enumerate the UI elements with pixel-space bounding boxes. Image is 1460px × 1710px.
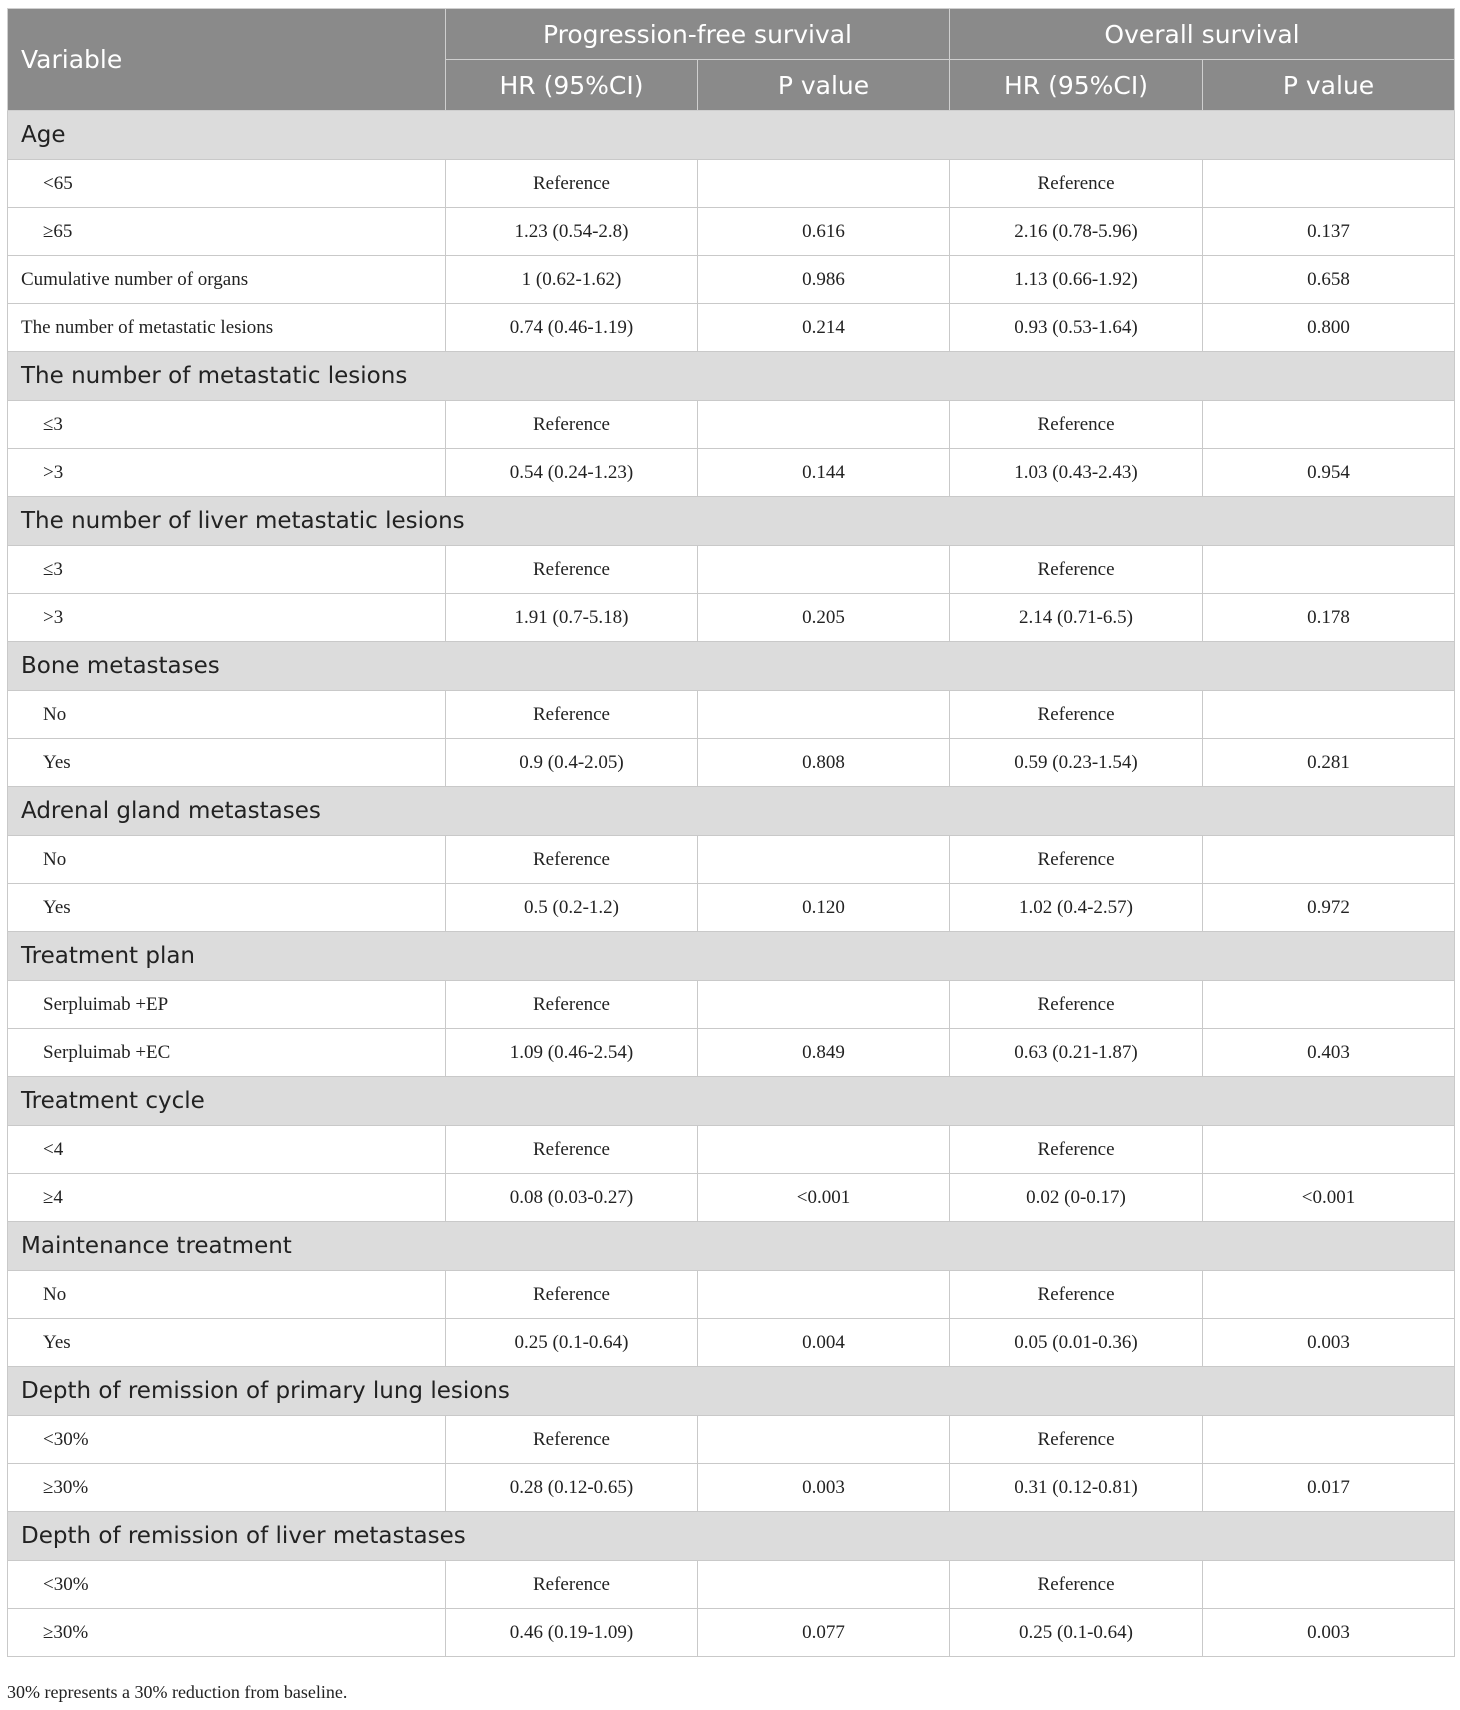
row-label: Yes [8, 739, 446, 787]
os-p-value-cell [1203, 1416, 1455, 1464]
pfs-p-value-cell [698, 1416, 950, 1464]
pfs-hr-cell: Reference [446, 981, 698, 1029]
section-row [8, 352, 1455, 401]
section-row [8, 1512, 1455, 1561]
row-label: No [8, 836, 446, 884]
section-label: Depth of remission of liver metastases [8, 1512, 1455, 1561]
pfs-hr-cell: 0.74 (0.46-1.19) [446, 304, 698, 352]
os-hr-cell: Reference [950, 1126, 1203, 1174]
row-label: <30% [8, 1416, 446, 1464]
section-label: Treatment cycle [8, 1077, 1455, 1126]
hazard-ratio-table [7, 8, 1455, 1657]
pfs-hr-cell: Reference [446, 836, 698, 884]
table-row [8, 256, 1455, 304]
pfs-hr-cell: 1.09 (0.46-2.54) [446, 1029, 698, 1077]
pfs-hr-cell: Reference [446, 160, 698, 208]
table-row [8, 160, 1455, 208]
os-hr-cell: 1.03 (0.43-2.43) [950, 449, 1203, 497]
pfs-p-value-cell [698, 401, 950, 449]
section-label: Adrenal gland metastases [8, 787, 1455, 836]
header-pfs-hr: HR (95%CI) [446, 60, 698, 111]
row-label: ≥30% [8, 1464, 446, 1512]
pfs-p-value-cell: 0.808 [698, 739, 950, 787]
table-row [8, 981, 1455, 1029]
pfs-hr-cell: Reference [446, 691, 698, 739]
pfs-p-value-cell: 0.077 [698, 1609, 950, 1657]
os-p-value-cell [1203, 981, 1455, 1029]
pfs-p-value-cell [698, 546, 950, 594]
header-pfs-p-value: P value [698, 60, 950, 111]
pfs-p-value-cell: 0.144 [698, 449, 950, 497]
pfs-hr-cell: 1.23 (0.54-2.8) [446, 208, 698, 256]
os-hr-cell: 0.05 (0.01-0.36) [950, 1319, 1203, 1367]
os-p-value-cell [1203, 160, 1455, 208]
table-row [8, 208, 1455, 256]
os-p-value-cell: 0.017 [1203, 1464, 1455, 1512]
table-footnote: 30% represents a 30% reduction from baseline. [7, 1682, 348, 1702]
os-hr-cell: 0.63 (0.21-1.87) [950, 1029, 1203, 1077]
table-row [8, 401, 1455, 449]
pfs-p-value-cell: 0.004 [698, 1319, 950, 1367]
pfs-hr-cell: Reference [446, 1561, 698, 1609]
os-p-value-cell: 0.403 [1203, 1029, 1455, 1077]
section-label: Bone metastases [8, 642, 1455, 691]
row-label: ≤3 [8, 401, 446, 449]
table-row [8, 546, 1455, 594]
section-row [8, 1367, 1455, 1416]
pfs-p-value-cell: 0.616 [698, 208, 950, 256]
table-row [8, 1464, 1455, 1512]
pfs-p-value-cell: 0.986 [698, 256, 950, 304]
results-table-container [7, 8, 1454, 1657]
pfs-p-value-cell [698, 836, 950, 884]
section-row [8, 932, 1455, 981]
row-label: >3 [8, 594, 446, 642]
os-p-value-cell: 0.972 [1203, 884, 1455, 932]
os-p-value-cell [1203, 691, 1455, 739]
header-os-p-value: P value [1203, 60, 1455, 111]
os-hr-cell: 0.25 (0.1-0.64) [950, 1609, 1203, 1657]
table-row [8, 304, 1455, 352]
table-row [8, 691, 1455, 739]
section-row [8, 787, 1455, 836]
table-row [8, 1416, 1455, 1464]
os-hr-cell: Reference [950, 1271, 1203, 1319]
table-row [8, 836, 1455, 884]
os-p-value-cell: 0.658 [1203, 256, 1455, 304]
section-row [8, 497, 1455, 546]
pfs-hr-cell: 0.28 (0.12-0.65) [446, 1464, 698, 1512]
os-p-value-cell: 0.003 [1203, 1319, 1455, 1367]
pfs-hr-cell: Reference [446, 1126, 698, 1174]
pfs-hr-cell: Reference [446, 1271, 698, 1319]
table-header [8, 9, 1455, 111]
pfs-hr-cell: 0.46 (0.19-1.09) [446, 1609, 698, 1657]
section-row [8, 642, 1455, 691]
row-label: ≥65 [8, 208, 446, 256]
section-row [8, 111, 1455, 160]
os-hr-cell: 2.16 (0.78-5.96) [950, 208, 1203, 256]
table-row [8, 594, 1455, 642]
os-p-value-cell [1203, 836, 1455, 884]
pfs-hr-cell: 1 (0.62-1.62) [446, 256, 698, 304]
pfs-p-value-cell: 0.214 [698, 304, 950, 352]
row-label: <30% [8, 1561, 446, 1609]
os-hr-cell: 0.31 (0.12-0.81) [950, 1464, 1203, 1512]
table-row [8, 1029, 1455, 1077]
row-label: <4 [8, 1126, 446, 1174]
row-label: No [8, 691, 446, 739]
os-p-value-cell: 0.003 [1203, 1609, 1455, 1657]
os-hr-cell: 2.14 (0.71-6.5) [950, 594, 1203, 642]
os-p-value-cell: <0.001 [1203, 1174, 1455, 1222]
os-hr-cell: 0.59 (0.23-1.54) [950, 739, 1203, 787]
row-label: Serpluimab +EP [8, 981, 446, 1029]
row-label: ≥30% [8, 1609, 446, 1657]
pfs-hr-cell: 0.5 (0.2-1.2) [446, 884, 698, 932]
table-row [8, 1561, 1455, 1609]
section-label: The number of liver metastatic lesions [8, 497, 1455, 546]
table-row [8, 1174, 1455, 1222]
os-hr-cell: Reference [950, 1561, 1203, 1609]
pfs-p-value-cell [698, 691, 950, 739]
row-label: Yes [8, 1319, 446, 1367]
pfs-p-value-cell: 0.120 [698, 884, 950, 932]
table-row [8, 1319, 1455, 1367]
os-hr-cell: 0.93 (0.53-1.64) [950, 304, 1203, 352]
os-hr-cell: Reference [950, 401, 1203, 449]
section-row [8, 1222, 1455, 1271]
table-row [8, 884, 1455, 932]
row-label: <65 [8, 160, 446, 208]
row-label: Yes [8, 884, 446, 932]
header-os-hr: HR (95%CI) [950, 60, 1203, 111]
os-p-value-cell: 0.954 [1203, 449, 1455, 497]
os-hr-cell: Reference [950, 160, 1203, 208]
row-label: Cumulative number of organs [8, 256, 446, 304]
table-row [8, 1609, 1455, 1657]
section-label: The number of metastatic lesions [8, 352, 1455, 401]
os-hr-cell: Reference [950, 836, 1203, 884]
pfs-hr-cell: Reference [446, 1416, 698, 1464]
row-label: The number of metastatic lesions [8, 304, 446, 352]
os-hr-cell: 1.02 (0.4-2.57) [950, 884, 1203, 932]
os-p-value-cell [1203, 401, 1455, 449]
pfs-p-value-cell [698, 1561, 950, 1609]
os-hr-cell: 0.02 (0-0.17) [950, 1174, 1203, 1222]
header-progression-free-survival: Progression-free survival [446, 9, 950, 60]
section-label: Maintenance treatment [8, 1222, 1455, 1271]
os-hr-cell: 1.13 (0.66-1.92) [950, 256, 1203, 304]
os-p-value-cell: 0.281 [1203, 739, 1455, 787]
section-label: Treatment plan [8, 932, 1455, 981]
table-row [8, 1126, 1455, 1174]
pfs-hr-cell: Reference [446, 546, 698, 594]
row-label: ≤3 [8, 546, 446, 594]
pfs-p-value-cell: 0.205 [698, 594, 950, 642]
os-hr-cell: Reference [950, 546, 1203, 594]
pfs-p-value-cell: 0.849 [698, 1029, 950, 1077]
pfs-hr-cell: 0.25 (0.1-0.64) [446, 1319, 698, 1367]
pfs-p-value-cell [698, 1271, 950, 1319]
os-p-value-cell [1203, 546, 1455, 594]
section-label: Depth of remission of primary lung lesions [8, 1367, 1455, 1416]
header-variable: Variable [8, 9, 446, 111]
pfs-hr-cell: 0.9 (0.4-2.05) [446, 739, 698, 787]
os-p-value-cell [1203, 1271, 1455, 1319]
os-p-value-cell: 0.137 [1203, 208, 1455, 256]
row-label: ≥4 [8, 1174, 446, 1222]
table-row [8, 449, 1455, 497]
table-body [8, 111, 1455, 1657]
section-row [8, 1077, 1455, 1126]
row-label: No [8, 1271, 446, 1319]
table-row [8, 739, 1455, 787]
pfs-p-value-cell [698, 981, 950, 1029]
section-label: Age [8, 111, 1455, 160]
pfs-p-value-cell [698, 1126, 950, 1174]
header-overall-survival: Overall survival [950, 9, 1455, 60]
os-hr-cell: Reference [950, 691, 1203, 739]
pfs-p-value-cell [698, 160, 950, 208]
row-label: Serpluimab +EC [8, 1029, 446, 1077]
pfs-p-value-cell: 0.003 [698, 1464, 950, 1512]
pfs-hr-cell: Reference [446, 401, 698, 449]
pfs-hr-cell: 1.91 (0.7-5.18) [446, 594, 698, 642]
os-p-value-cell: 0.178 [1203, 594, 1455, 642]
pfs-p-value-cell: <0.001 [698, 1174, 950, 1222]
pfs-hr-cell: 0.54 (0.24-1.23) [446, 449, 698, 497]
os-p-value-cell: 0.800 [1203, 304, 1455, 352]
os-p-value-cell [1203, 1561, 1455, 1609]
table-row [8, 1271, 1455, 1319]
pfs-hr-cell: 0.08 (0.03-0.27) [446, 1174, 698, 1222]
row-label: >3 [8, 449, 446, 497]
os-p-value-cell [1203, 1126, 1455, 1174]
os-hr-cell: Reference [950, 1416, 1203, 1464]
os-hr-cell: Reference [950, 981, 1203, 1029]
